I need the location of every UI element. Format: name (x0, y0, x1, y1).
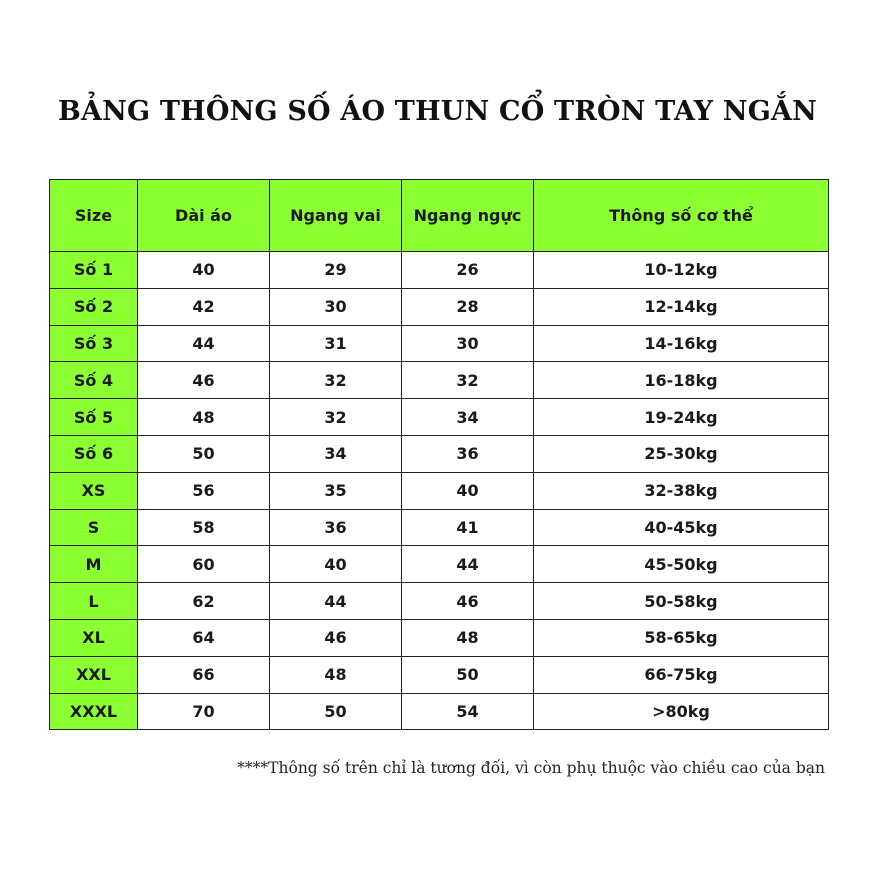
dai-ao-cell: 42 (138, 288, 270, 325)
size-cell: L (50, 583, 138, 620)
page-title: BẢNG THÔNG SỐ ÁO THUN CỔ TRÒN TAY NGẮN (57, 96, 818, 127)
ngang-nguc-cell: 46 (402, 583, 534, 620)
ngang-vai-cell: 50 (270, 693, 402, 730)
table-row (50, 399, 829, 436)
table-row (50, 619, 829, 656)
size-cell: Số 1 (50, 252, 138, 289)
size-cell: S (50, 509, 138, 546)
size-cell: Số 5 (50, 399, 138, 436)
dai-ao-cell: 66 (138, 656, 270, 693)
header-ngang-nguc: Ngang ngực (402, 180, 534, 252)
ngang-vai-cell: 36 (270, 509, 402, 546)
ngang-nguc-cell: 44 (402, 546, 534, 583)
header-dai-ao: Dài áo (138, 180, 270, 252)
ngang-vai-cell: 31 (270, 325, 402, 362)
table-row (50, 546, 829, 583)
ngang-vai-cell: 32 (270, 362, 402, 399)
table-row (50, 435, 829, 472)
size-cell: Số 4 (50, 362, 138, 399)
ngang-nguc-cell: 34 (402, 399, 534, 436)
dai-ao-cell: 48 (138, 399, 270, 436)
ngang-nguc-cell: 28 (402, 288, 534, 325)
table-row (50, 656, 829, 693)
ngang-nguc-cell: 30 (402, 325, 534, 362)
ngang-vai-cell: 30 (270, 288, 402, 325)
thong-so-co-the-cell: 16-18kg (534, 362, 829, 399)
ngang-nguc-cell: 41 (402, 509, 534, 546)
ngang-nguc-cell: 26 (402, 252, 534, 289)
size-cell: Số 6 (50, 435, 138, 472)
thong-so-co-the-cell: 14-16kg (534, 325, 829, 362)
ngang-vai-cell: 48 (270, 656, 402, 693)
ngang-vai-cell: 34 (270, 435, 402, 472)
ngang-vai-cell: 40 (270, 546, 402, 583)
table-row (50, 288, 829, 325)
dai-ao-cell: 62 (138, 583, 270, 620)
size-chart-table (49, 179, 829, 730)
ngang-nguc-cell: 54 (402, 693, 534, 730)
size-cell: XXXL (50, 693, 138, 730)
table-row (50, 509, 829, 546)
dai-ao-cell: 60 (138, 546, 270, 583)
thong-so-co-the-cell: 66-75kg (534, 656, 829, 693)
size-cell: Số 2 (50, 288, 138, 325)
size-cell: M (50, 546, 138, 583)
table-row (50, 325, 829, 362)
thong-so-co-the-cell: 40-45kg (534, 509, 829, 546)
dai-ao-cell: 44 (138, 325, 270, 362)
dai-ao-cell: 40 (138, 252, 270, 289)
table-row (50, 583, 829, 620)
table-row (50, 252, 829, 289)
thong-so-co-the-cell: 12-14kg (534, 288, 829, 325)
table-header-row (50, 180, 829, 252)
size-cell: Số 3 (50, 325, 138, 362)
header-size: Size (50, 180, 138, 252)
ngang-vai-cell: 46 (270, 619, 402, 656)
header-thong-so-co-the: Thông số cơ thể (534, 180, 829, 252)
thong-so-co-the-cell: 50-58kg (534, 583, 829, 620)
thong-so-co-the-cell: 19-24kg (534, 399, 829, 436)
footnote: ****Thông số trên chỉ là tương đối, vì còn phụ thuộc vào chiều cao của bạn (237, 759, 825, 777)
ngang-nguc-cell: 40 (402, 472, 534, 509)
size-cell: XS (50, 472, 138, 509)
dai-ao-cell: 58 (138, 509, 270, 546)
size-cell: XL (50, 619, 138, 656)
ngang-nguc-cell: 36 (402, 435, 534, 472)
ngang-nguc-cell: 48 (402, 619, 534, 656)
table-row (50, 362, 829, 399)
ngang-nguc-cell: 50 (402, 656, 534, 693)
dai-ao-cell: 56 (138, 472, 270, 509)
table-row (50, 693, 829, 730)
ngang-vai-cell: 44 (270, 583, 402, 620)
dai-ao-cell: 46 (138, 362, 270, 399)
dai-ao-cell: 70 (138, 693, 270, 730)
thong-so-co-the-cell: 58-65kg (534, 619, 829, 656)
dai-ao-cell: 50 (138, 435, 270, 472)
thong-so-co-the-cell: 10-12kg (534, 252, 829, 289)
header-ngang-vai: Ngang vai (270, 180, 402, 252)
table-row (50, 472, 829, 509)
ngang-nguc-cell: 32 (402, 362, 534, 399)
dai-ao-cell: 64 (138, 619, 270, 656)
thong-so-co-the-cell: 45-50kg (534, 546, 829, 583)
ngang-vai-cell: 35 (270, 472, 402, 509)
thong-so-co-the-cell: 32-38kg (534, 472, 829, 509)
thong-so-co-the-cell: >80kg (534, 693, 829, 730)
size-cell: XXL (50, 656, 138, 693)
thong-so-co-the-cell: 25-30kg (534, 435, 829, 472)
ngang-vai-cell: 29 (270, 252, 402, 289)
ngang-vai-cell: 32 (270, 399, 402, 436)
